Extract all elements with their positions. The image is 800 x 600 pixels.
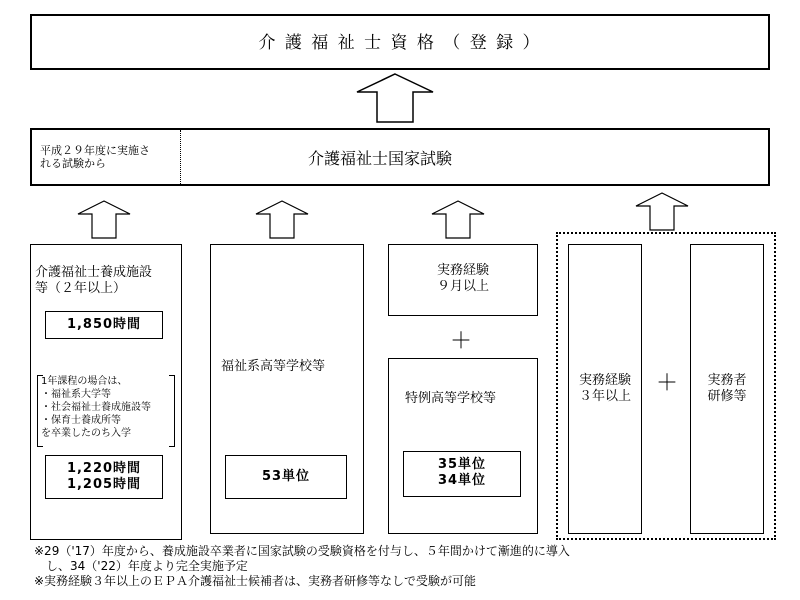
footnote-1: ※29（'17）年度から、養成施設卒業者に国家試験の受験資格を付与し、５年間かけて漸進的に導入 (34, 544, 570, 558)
national-exam-box (30, 128, 770, 186)
route4-training: 実務者 研修等 (707, 373, 747, 404)
route3-title: 特例高等学校等 (405, 391, 497, 406)
route4-training-box (690, 244, 764, 534)
arrow-up-route3 (430, 200, 486, 240)
route1-title: 介護福祉士養成施設 等（２年以上） (35, 265, 153, 296)
arrow-up-route2 (254, 200, 310, 240)
route4-experience: 実務経験 ３年以上 (578, 373, 631, 404)
route3-experience: 実務経験 ９月以上 (436, 263, 489, 294)
arrow-up-route4 (634, 192, 690, 232)
arrow-up-main (355, 72, 435, 124)
footnote-1-cont: し、34（'22）年度より完全実施予定 (34, 559, 248, 573)
route3-school-box (388, 358, 538, 534)
footnotes (34, 544, 570, 589)
route2-box (210, 244, 364, 534)
route1-hours-box (45, 311, 163, 339)
exam-divider (180, 130, 181, 184)
qualification-box (30, 14, 770, 70)
route4-plus: ＋ (656, 371, 679, 396)
route3-units-box (403, 451, 521, 497)
route3-units: 35単位 34単位 (437, 457, 487, 488)
route2-title: 福祉系高等学校等 (221, 359, 326, 374)
note-bracket-right (169, 375, 175, 447)
qualification-label: 介 護 福 祉 士 資 格 （ 登 録 ） (258, 33, 542, 53)
route4-experience-box (568, 244, 642, 534)
route1-one-year-note: 1年課程の場合は、 ・福祉系大学等 ・社会福祉士養成施設等 ・保育士養成所等 を卒業したのち入学 (41, 376, 151, 439)
route2-units: 53単位 (261, 469, 311, 484)
route2-units-box (225, 455, 347, 499)
route1-hours-alt: 1,220時間 1,205時間 (66, 461, 142, 492)
route3-plus: ＋ (450, 329, 473, 354)
footnote-2: ※実務経験３年以上のＥＰＡ介護福祉士候補者は、実務者研修等なしで受験が可能 (34, 574, 477, 588)
arrow-up-route1 (76, 200, 132, 240)
route3-experience-box (388, 244, 538, 316)
exam-label: 介護福祉士国家試験 (308, 149, 453, 168)
route1-hours-alt-box (45, 455, 163, 499)
route1-box (30, 244, 182, 540)
route1-hours: 1,850時間 (66, 317, 142, 332)
exam-side-note: 平成２９年度に実施さ れる試験から (40, 144, 150, 171)
